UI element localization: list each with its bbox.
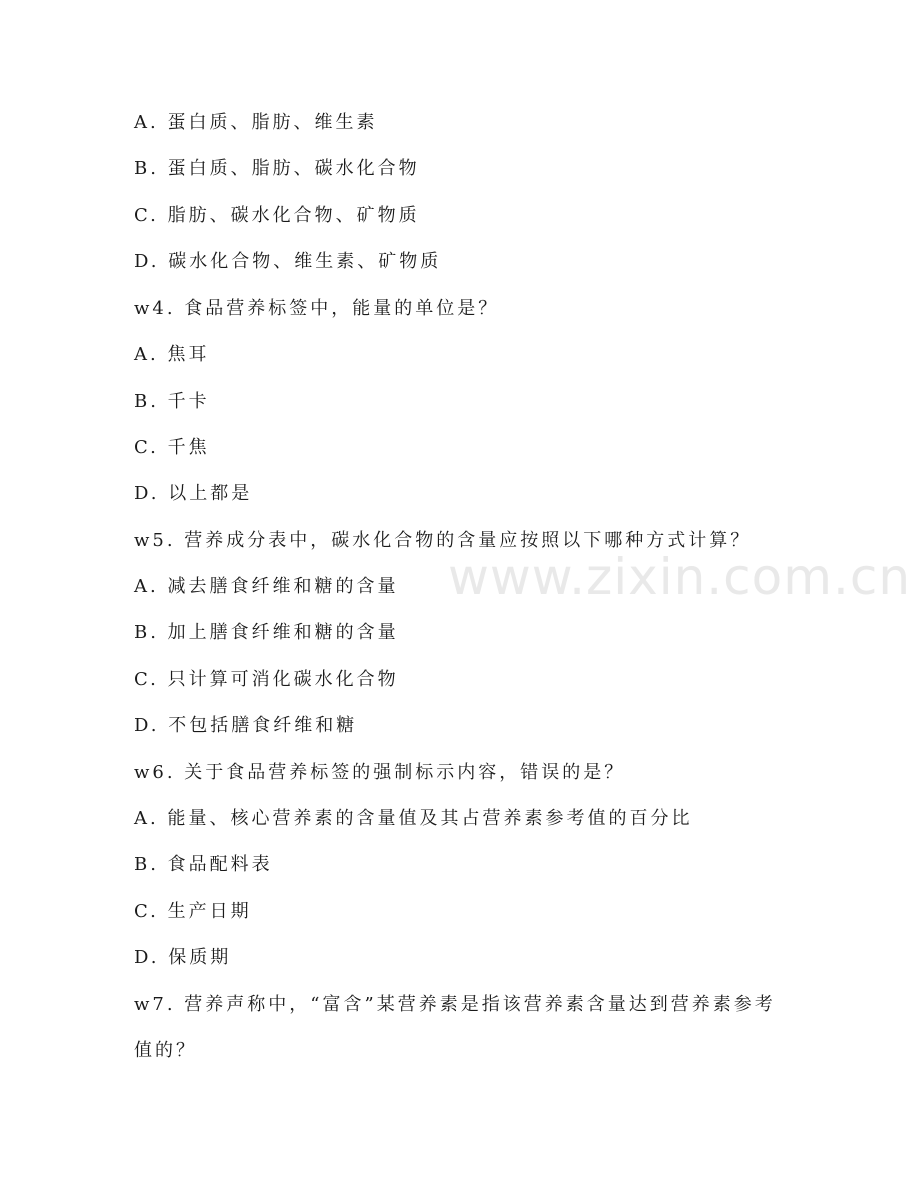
option-c-w5: C. 只计算可消化碳水化合物 xyxy=(134,669,399,690)
question-w7: w7. 营养声称中，“富含”某营养素是指该营养素含量达到营养素参考值的？ xyxy=(134,994,776,1061)
option-c-q3: C. 脂肪、碳水化合物、矿物质 xyxy=(134,205,420,226)
option-b-q3: B. 蛋白质、脂肪、碳水化合物 xyxy=(134,158,420,179)
option-c-w4: C. 千焦 xyxy=(134,437,210,458)
option-b-w4: B. 千卡 xyxy=(134,391,210,412)
option-b-w6: B. 食品配料表 xyxy=(134,854,273,875)
question-w4: w4. 食品营养标签中，能量的单位是？ xyxy=(134,298,500,319)
question-w5: w5. 营养成分表中，碳水化合物的含量应按照以下哪种方式计算？ xyxy=(134,530,752,551)
option-a-w5: A. 减去膳食纤维和糖的含量 xyxy=(134,576,399,597)
option-a-w6: A. 能量、核心营养素的含量值及其占营养素参考值的百分比 xyxy=(134,808,693,829)
option-d-q3: D. 碳水化合物、维生素、矿物质 xyxy=(134,251,442,272)
option-d-w5: D. 不包括膳食纤维和糖 xyxy=(134,715,358,736)
option-d-w6: D. 保质期 xyxy=(134,947,232,968)
option-a-q3: A. 蛋白质、脂肪、维生素 xyxy=(134,112,378,133)
option-a-w4: A. 焦耳 xyxy=(134,344,210,365)
question-w6: w6. 关于食品营养标签的强制标示内容，错误的是？ xyxy=(134,762,626,783)
option-c-w6: C. 生产日期 xyxy=(134,901,252,922)
watermark: www.zixin.com.cn xyxy=(448,548,912,606)
option-d-w4: D. 以上都是 xyxy=(134,483,253,504)
option-b-w5: B. 加上膳食纤维和糖的含量 xyxy=(134,622,399,643)
